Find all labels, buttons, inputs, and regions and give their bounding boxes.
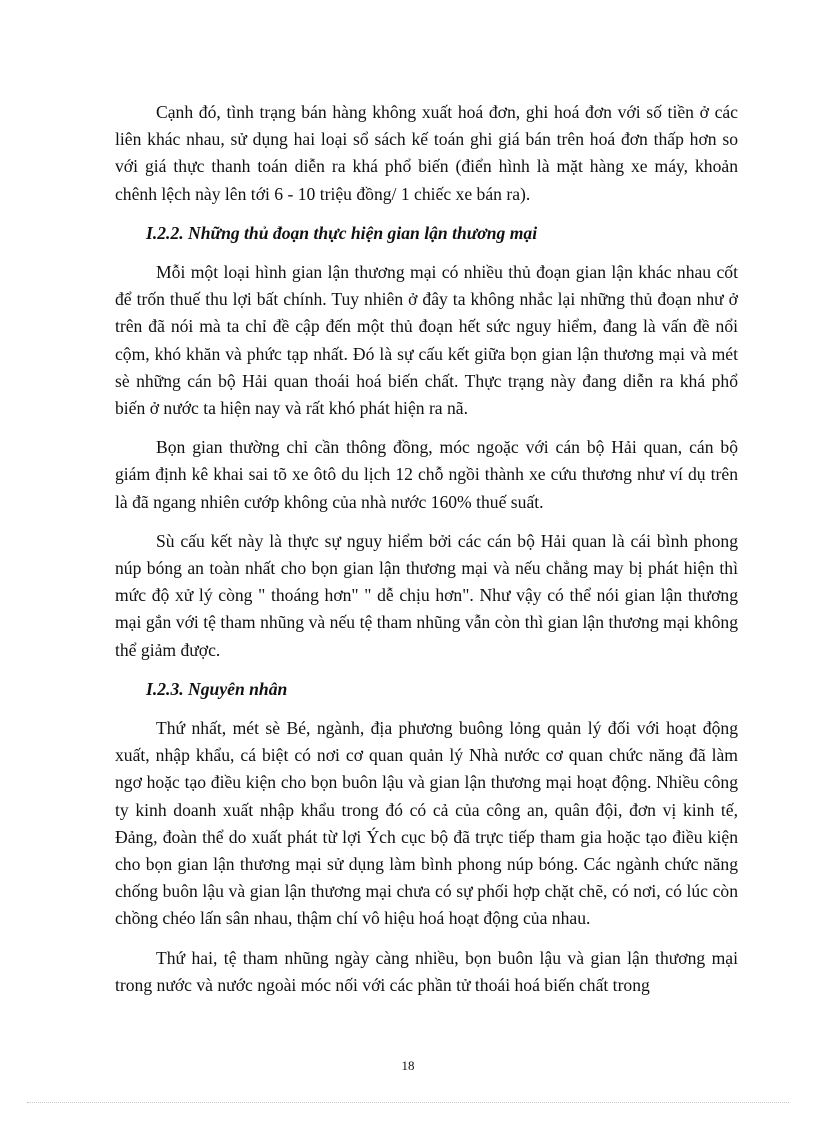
paragraph-first-cause: Thứ nhất, mét sè Bé, ngành, địa phương buông lỏng quản lý đối với hoạt động xuất, nhập khẩu, cá biệt có nơi cơ quan quản lý Nhà nước cơ quan chức năng đã làm ngơ hoặc tạo điều kiện cho bọn buôn lậu và gian lận thương mại hoạt động. Nhiều công ty kinh doanh xuất nhập khẩu trong đó có cả của công an, quân đội, đơn vị kinh tế, Đảng, đoàn thể do xuất phát từ lợi Ých cục bộ đã trực tiếp tham gia hoặc tạo điều kiện cho bọn gian lận thương mại sử dụng làm bình phong núp bóng. Các ngành chức năng chống buôn lậu và gian lận thương mại chưa có sự phối hợp chặt chẽ, có nơi, có lúc còn chồng chéo lấn sân nhau, thậm chí vô hiệu hoá hoạt động của nhau. xyxy=(115,718,738,929)
section-heading-causes: I.2.3. Nguyên nhân xyxy=(146,678,288,699)
paragraph-second-cause: Thứ hai, tệ tham nhũng ngày càng nhiều, bọn buôn lậu và gian lận thương mại trong nước và nước ngoài móc nối với các phần tử thoái hoá biến chất trong xyxy=(115,947,738,995)
paragraph-false-declaration: Bọn gian thường chỉ cần thông đồng, móc ngoặc với cán bộ Hải quan, cán bộ giám định kê khai sai tõ xe ôtô du lịch 12 chỗ ngồi thành xe cứu thương như ví dụ trên là đã ngang nhiên cướp không của nhà nước 160% thuế suất. xyxy=(115,437,738,512)
paragraph-invoice-practices: Cạnh đó, tình trạng bán hàng không xuất hoá đơn, ghi hoá đơn với số tiền ở các liên khác nhau, sử dụng hai loại sổ sách kế toán ghi giá bán trên hoá đơn thấp hơn so với giá thực thanh toán diễn ra khá phổ biến (điển hình là mặt hàng xe máy, khoản chênh lệch này lên tới 6 - 10 triệu đồng/ 1 chiếc xe bán ra). xyxy=(115,102,738,204)
paragraph-collusion: Mỗi một loại hình gian lận thương mại có nhiều thủ đoạn gian lận khác nhau cốt để trốn thuế thu lợi bất chính. Tuy nhiên ở đây ta không nhắc lại những thủ đoạn như ở trên đã nói mà ta chỉ đề cập đến một thủ đoạn hết sức nguy hiểm, đang là vấn đề nổi cộm, khó khăn và phức tạp nhất. Đó là sự cấu kết giữa bọn gian lận thương mại và mét sè những cán bộ Hải quan thoái hoá biến chất. Thực trạng này đang diễn ra khá phổ biến ở nước ta hiện nay và rất khó phát hiện ra nã. xyxy=(115,262,738,419)
paragraph-danger-of-collusion: Sù cấu kết này là thực sự nguy hiểm bởi các cán bộ Hải quan là cái bình phong núp bóng an toàn nhất cho bọn gian lận thương mại và nếu chẳng may bị phát hiện thì mức độ xử lý còng " thoáng hơn" " dễ chịu hơn". Như vậy có thể nói gian lận thương mại gắn với tệ tham nhũng và nếu tệ tham nhũng vẫn còn thì gian lận thương mại không thể giảm được. xyxy=(115,530,738,660)
page-number: 18 xyxy=(401,1058,415,1073)
section-heading-fraud-tactics: I.2.2. Những thủ đoạn thực hiện gian lận thương mại xyxy=(146,222,538,243)
page-body xyxy=(115,99,738,1011)
page-bottom-rule xyxy=(27,1102,789,1103)
